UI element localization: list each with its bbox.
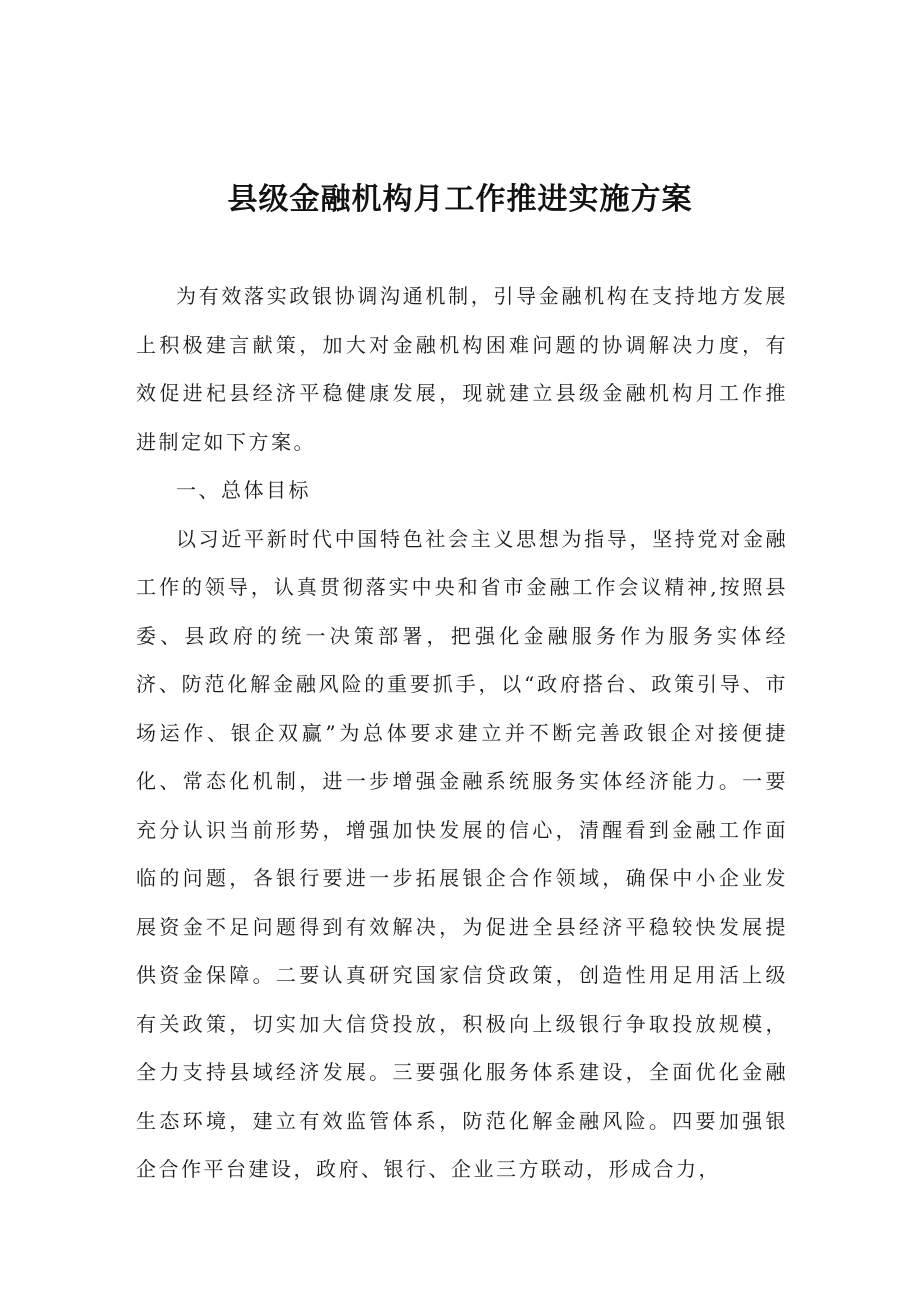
document-title: 县级金融机构月工作推进实施方案: [227, 182, 693, 217]
document-body: [136, 272, 788, 1194]
body-paragraph: 以习近平新时代中国特色社会主义思想为指导，坚持党对金融工作的领导，认真贯彻落实中央和省市金融工作会议精神,按照县委、县政府的统一决策部署，把强化金融服务作为服务实体经济、防范化解金融风险的重要抓手，以“政府搭台、政策引导、市场运作、银企双赢”为总体要求建立并不断完善政银企对接便捷化、常态化机制，进一步增强金融系统服务实体经济能力。一要充分认识当前形势，增强加快发展的信心，清醒看到金融工作面临的问题，各银行要进一步拓展银企合作领域，确保中小企业发展资金不足问题得到有效解决，为促进全县经济平稳较快发展提供资金保障。二要认真研究国家信贷政策，创造性用足用活上级有关政策，切实加大信贷投放，积极向上级银行争取投放规模，全力支持县域经济发展。三要强化服务体系建设，全面优化金融生态环境，建立有效监管体系，防范化解金融风险。四要加强银企合作平台建设，政府、银行、企业三方联动，形成合力，: [136, 526, 788, 1181]
section-heading: 一、总体目标: [176, 478, 311, 502]
intro-paragraph: 为有效落实政银协调沟通机制，引导金融机构在支持地方发展上积极建言献策，加大对金融机构困难问题的协调解决力度，有效促进杞县经济平稳健康发展，现就建立县级金融机构月工作推进制定如下方案。: [136, 284, 788, 454]
